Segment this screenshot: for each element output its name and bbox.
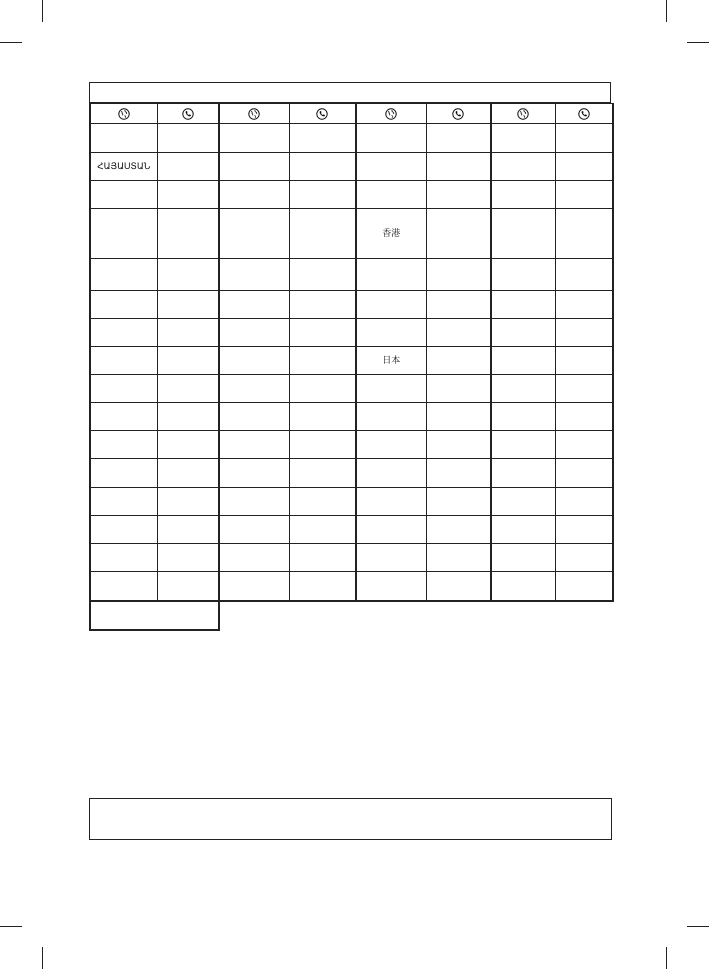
country-cell [356,153,426,181]
phone-cell [289,516,356,544]
phone-cell [157,403,219,431]
crop-mark-tr-h [687,42,709,43]
country-cell [90,209,157,259]
phone-cell [555,209,613,259]
table-row [90,181,613,209]
country-cell [219,403,289,431]
country-cell [491,153,555,181]
phone-cell [426,347,491,375]
country-contact-table [89,103,614,631]
country-cell [90,347,157,375]
country-cell [491,319,555,347]
phone-cell [157,291,219,319]
crop-mark-bl-h [0,926,22,927]
empty-space [491,601,555,630]
empty-space [219,601,289,630]
country-cell [90,459,157,488]
country-cell [219,516,289,544]
crop-mark-tl-v [42,0,43,22]
phone-cell [289,124,356,153]
phone-cell [555,375,613,403]
country-cell [491,347,555,375]
phone-cell [426,488,491,516]
country-cell [356,403,426,431]
country-cell [491,291,555,319]
phone-cell [157,544,219,572]
table-row [90,124,613,153]
phone-cell [157,181,219,209]
phone-cell [426,259,491,291]
phone-icon [182,108,194,120]
country-cell [491,572,555,601]
table-row [90,516,613,544]
country-cell [90,259,157,291]
phone-cell [426,544,491,572]
country-cell [491,124,555,153]
country-cell [491,488,555,516]
country-cell [219,544,289,572]
country-cell [219,209,289,259]
phone-cell [157,431,219,459]
country-cell [356,488,426,516]
table-row [90,431,613,459]
footer-note-box [89,798,612,840]
country-cell [356,459,426,488]
crop-mark-tl-h [0,42,22,43]
phone-cell [426,375,491,403]
country-cell [491,431,555,459]
header-cell [491,104,555,124]
phone-cell [426,572,491,601]
phone-cell [426,291,491,319]
country-cell [491,259,555,291]
country-cell [356,544,426,572]
country-cell [219,572,289,601]
country-cell [219,124,289,153]
country-cell [90,431,157,459]
country-cell [356,291,426,319]
phone-icon [316,108,328,120]
globe-icon [517,108,529,120]
phone-cell [289,153,356,181]
globe-icon [248,108,260,120]
phone-cell [157,124,219,153]
phone-cell [157,153,219,181]
country-cell [219,319,289,347]
table-row [90,319,613,347]
country-cell [90,291,157,319]
country-cell [491,375,555,403]
phone-cell [555,403,613,431]
phone-cell [426,459,491,488]
country-cell [356,124,426,153]
phone-cell [426,431,491,459]
phone-cell [157,347,219,375]
phone-icon [452,108,464,120]
country-cell [356,572,426,601]
crop-mark-tr-v [666,0,667,22]
phone-cell [555,488,613,516]
table-row [90,209,613,259]
country-cell [219,431,289,459]
table-row [90,153,613,181]
phone-cell [289,319,356,347]
phone-cell [555,153,613,181]
phone-cell [289,544,356,572]
crop-mark-br-v [666,947,667,969]
phone-cell [555,431,613,459]
country-cell [90,124,157,153]
table-row [90,459,613,488]
table-row [90,488,613,516]
phone-cell [555,181,613,209]
header-cell [426,104,491,124]
country-cell [491,403,555,431]
phone-cell [289,459,356,488]
phone-cell [289,375,356,403]
table-row [90,403,613,431]
phone-cell [289,488,356,516]
country-cell [90,516,157,544]
empty-space [289,601,356,630]
crop-mark-bl-v [42,947,43,969]
country-cell [219,459,289,488]
table-title-bar [89,82,611,103]
phone-cell [157,209,219,259]
country-cell [219,291,289,319]
country-cell [491,459,555,488]
country-cell [356,516,426,544]
country-cell: ՀԱՅԱUՏԱՆ [90,153,157,181]
phone-cell [426,319,491,347]
country-cell [90,319,157,347]
phone-cell [426,124,491,153]
phone-cell [555,544,613,572]
phone-cell [555,459,613,488]
phone-cell [289,259,356,291]
crop-mark-br-h [687,926,709,927]
phone-cell [157,259,219,291]
phone-cell [157,459,219,488]
country-cell [219,153,289,181]
country-cell [356,181,426,209]
country-cell [90,488,157,516]
phone-cell [289,431,356,459]
phone-cell [555,572,613,601]
table-row [90,347,613,375]
phone-cell [289,403,356,431]
empty-space [555,601,613,630]
phone-cell [555,319,613,347]
table-row [90,544,613,572]
empty-space [356,601,426,630]
phone-cell [157,319,219,347]
country-cell [219,375,289,403]
phone-cell [426,181,491,209]
phone-cell [289,181,356,209]
header-cell [157,104,219,124]
table-row [90,572,613,601]
empty-space [426,601,491,630]
country-cell [491,181,555,209]
phone-cell [555,291,613,319]
phone-cell [426,516,491,544]
phone-icon [578,108,590,120]
extra-cell [157,601,219,630]
phone-cell [157,572,219,601]
table-row-extra [90,601,613,630]
country-cell [491,209,555,259]
country-cell [90,544,157,572]
country-cell [219,181,289,209]
country-cell [219,347,289,375]
phone-cell [157,375,219,403]
extra-cell [90,601,157,630]
header-cell [289,104,356,124]
table-row [90,259,613,291]
header-cell [555,104,613,124]
globe-icon [118,108,130,120]
country-cell [491,544,555,572]
phone-cell [289,572,356,601]
phone-cell [426,403,491,431]
phone-cell [555,124,613,153]
header-cell [219,104,289,124]
country-cell [90,181,157,209]
country-cell [356,259,426,291]
phone-cell [426,209,491,259]
table-row [90,291,613,319]
country-cell [219,259,289,291]
country-cell [356,319,426,347]
country-cell [90,375,157,403]
country-cell [219,488,289,516]
phone-cell [555,516,613,544]
header-cell [356,104,426,124]
country-cell [90,572,157,601]
phone-cell [157,488,219,516]
phone-cell [289,209,356,259]
country-cell [491,516,555,544]
header-cell [90,104,157,124]
country-cell [90,403,157,431]
phone-cell [289,291,356,319]
country-cell: 香港 [356,209,426,259]
phone-cell [157,516,219,544]
globe-icon [385,108,397,120]
table-row [90,375,613,403]
phone-cell [289,347,356,375]
phone-cell [426,153,491,181]
country-cell: 日本 [356,347,426,375]
phone-cell [555,347,613,375]
country-cell [356,431,426,459]
phone-cell [555,259,613,291]
country-cell [356,375,426,403]
